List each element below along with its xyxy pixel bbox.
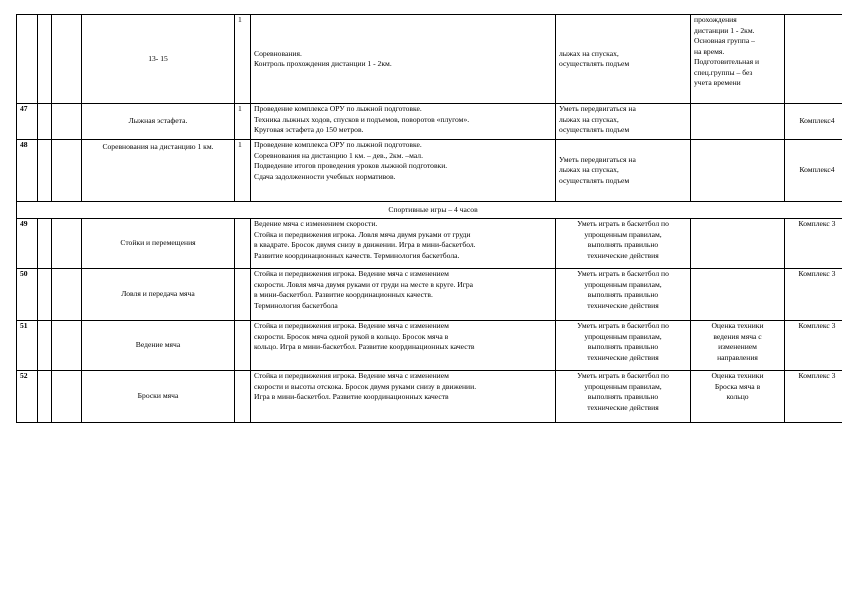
lesson-content: Соревнования. Контроль прохождения дистанции 1 - 2км.: [251, 15, 556, 104]
lesson-homework: Комплекс 3: [785, 219, 842, 269]
lesson-content: Стойка и передвижения игрока. Ведение мяча с изменением скорости. Ловля мяча двумя руками от груди на месте в круге. Игра в мини-баскетбол. Развитие координационных качеств. Терминология баскетбола: [251, 269, 556, 321]
empty-cell: [52, 269, 82, 321]
empty-cell: [52, 219, 82, 269]
lesson-content: Стойка и передвижения игрока. Ведение мяча с изменением скорости и высоты отскока. Бросок двумя руками снизу в движении. Игра в мини-баскетбол. Развитие координационных качеств: [251, 371, 556, 423]
lesson-topic: Ловля и передача мяча: [82, 269, 235, 321]
table-row: [17, 15, 842, 104]
lesson-requirements: Уметь играть в баскетбол по упрощенным правилам, выполнять правильно технические действия: [556, 219, 691, 269]
lesson-number: 50: [17, 269, 38, 321]
empty-cell: [38, 371, 52, 423]
lesson-content: Ведение мяча с изменением скорости. Стойка и передвижения игрока. Ловля мяча двумя руками от груди в квадрате. Бросок двумя снизу в движении. Игра в мини-баскетбол. Развитие координационных качеств. Терминология баскетбола.: [251, 219, 556, 269]
table-row: [17, 371, 842, 423]
section-row: [17, 202, 842, 219]
lesson-requirements: Уметь играть в баскетбол по упрощенным правилам, выполнять правильно технические действия: [556, 371, 691, 423]
lesson-topic: Броски мяча: [82, 371, 235, 423]
lesson-number: [17, 15, 38, 104]
empty-cell: [38, 104, 52, 140]
empty-cell: [52, 15, 82, 104]
lesson-homework: Комплекс 3: [785, 321, 842, 371]
lesson-requirements: Уметь передвигаться на лыжах на спусках, осуществлять подъем: [556, 140, 691, 202]
lesson-requirements: Уметь передвигаться на лыжах на спусках, осуществлять подъем: [556, 104, 691, 140]
lesson-control: Оценка техники Броска мяча в кольцо: [691, 371, 785, 423]
lesson-plan-table: [16, 14, 842, 423]
lesson-hours: [235, 269, 251, 321]
lesson-homework: [785, 15, 842, 104]
lesson-control: [691, 219, 785, 269]
empty-cell: [52, 104, 82, 140]
lesson-number: 49: [17, 219, 38, 269]
lesson-topic: Ведение мяча: [82, 321, 235, 371]
lesson-control: [691, 269, 785, 321]
lesson-hours: [235, 371, 251, 423]
lesson-hours: 1: [235, 15, 251, 104]
lesson-content: Проведение комплекса ОРУ по лыжной подготовке. Техника лыжных ходов, спусков и подъемов, поворотов «плугом». Круговая эстафета до 150 метров.: [251, 104, 556, 140]
lesson-requirements: Уметь играть в баскетбол по упрощенным правилам, выполнять правильно технические действия: [556, 269, 691, 321]
lesson-homework: Комплекс 3: [785, 269, 842, 321]
lesson-control: Оценка техники ведения мяча с изменением направления: [691, 321, 785, 371]
lesson-control: [691, 140, 785, 202]
lesson-requirements: Уметь играть в баскетбол по упрощенным правилам, выполнять правильно технические действия: [556, 321, 691, 371]
lesson-hours: [235, 219, 251, 269]
lesson-homework: Комплекс4: [785, 104, 842, 140]
empty-cell: [38, 321, 52, 371]
lesson-hours: 1: [235, 104, 251, 140]
empty-cell: [38, 269, 52, 321]
table-row: [17, 219, 842, 269]
empty-cell: [38, 15, 52, 104]
lesson-hours: 1: [235, 140, 251, 202]
table-row: [17, 140, 842, 202]
empty-cell: [52, 140, 82, 202]
lesson-control: прохождения дистанции 1 - 2км. Основная группа – на время. Подготовительная и спец.группы – без учета времени: [691, 15, 785, 104]
lesson-topic: 13- 15: [82, 15, 235, 104]
table-row: [17, 104, 842, 140]
empty-cell: [38, 140, 52, 202]
lesson-number: 52: [17, 371, 38, 423]
empty-cell: [52, 371, 82, 423]
lesson-number: 47: [17, 104, 38, 140]
table-row: [17, 321, 842, 371]
lesson-homework: Комплекс4: [785, 140, 842, 202]
lesson-hours: [235, 321, 251, 371]
section-title: Спортивные игры – 4 часов: [17, 202, 842, 219]
lesson-requirements: лыжах на спусках, осуществлять подъем: [556, 15, 691, 104]
lesson-homework: Комплекс 3: [785, 371, 842, 423]
lesson-content: Проведение комплекса ОРУ по лыжной подготовке. Соревнования на дистанцию 1 км. – дев., 2км. –мал. Подведение итогов проведения уроков лыжной подготовки. Сдача задолженности учебных нормативов.: [251, 140, 556, 202]
lesson-control: [691, 104, 785, 140]
table-row: [17, 269, 842, 321]
lesson-topic: Стойки и перемещения: [82, 219, 235, 269]
lesson-topic: Лыжная эстафета.: [82, 104, 235, 140]
lesson-content: Стойка и передвижения игрока. Ведение мяча с изменением скорости. Бросок мяча одной рукой в кольцо. Бросок мяча в кольцо. Игра в мини-баскетбол. Развитие координационных качеств: [251, 321, 556, 371]
lesson-number: 51: [17, 321, 38, 371]
empty-cell: [38, 219, 52, 269]
lesson-topic: Соревнования на дистанцию 1 км.: [82, 140, 235, 202]
lesson-number: 48: [17, 140, 38, 202]
empty-cell: [52, 321, 82, 371]
